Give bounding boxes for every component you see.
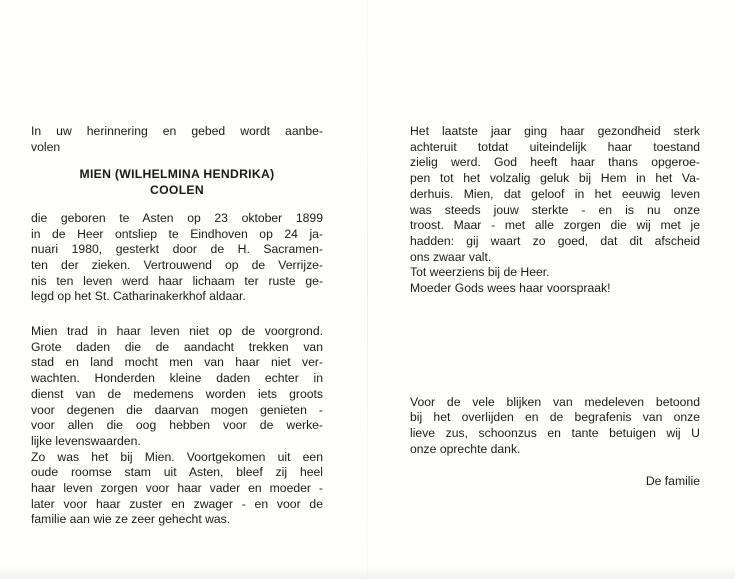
text-line: onze oprechte dank. — [410, 441, 521, 456]
text-line: Voor de vele blijken van medeleven betoond — [410, 394, 700, 409]
text-line: achteruit totdat uiteindelijk haar toestand — [410, 139, 700, 154]
text-line: lieve zus, schoonzus en tante betuigen wij U — [410, 426, 700, 441]
paragraph-birth-death — [31, 211, 323, 305]
text-line: later voor haar zuster en zwager - en voor de — [31, 496, 323, 511]
name-line: MIEN (WILHELMINA HENDRIKA) — [79, 167, 275, 182]
text-line: dienst van de medemens worden iets groots — [31, 386, 323, 401]
text-line: was steeds jouw sterkte - en is nu onze — [410, 202, 700, 217]
text-line: Het laatste jaar ging haar gezondheid sterk — [410, 124, 700, 138]
text-line: die geboren te Asten op 23 oktober 1899 — [31, 210, 323, 225]
text-line: in de Heer ontsliep te Eindhoven op 24 ja- — [31, 226, 323, 241]
deceased-name — [31, 167, 323, 198]
text-line: Tot weerziens bij de Heer. — [410, 265, 550, 280]
left-page — [31, 124, 323, 528]
right-page — [410, 124, 700, 489]
text-line: lijke levenswaarden. — [31, 433, 141, 448]
text-line: voor degenen die daarvan mogen genieten - — [31, 402, 323, 417]
page-edge-shadow — [0, 565, 735, 579]
text-line: wachten. Honderden kleine daden echter in — [31, 371, 323, 386]
intro-text — [31, 124, 323, 155]
surname-line: COOLEN — [150, 183, 204, 198]
text-line: voor allen die oog hebben voor de werke- — [31, 418, 323, 433]
text-line: troost. Maar - met alle zorgen die wij met je — [410, 218, 700, 233]
text-line: Zo was het bij Mien. Voortgekomen uit een — [31, 449, 323, 464]
text-line: legd op het St. Catharinakerkhof aldaar. — [31, 289, 246, 304]
text-line: In uw herinnering en gebed wordt aanbe- — [31, 124, 323, 138]
text-line: volen — [31, 139, 61, 154]
paragraph-thanks — [410, 395, 700, 458]
text-line: oude roomse stam uit Asten, bleef zij heel — [31, 465, 323, 480]
text-line: familie aan wie ze zeer gehecht was. — [31, 512, 231, 527]
text-line: nis ten leven werd haar lichaam ter ruste ge- — [31, 273, 323, 288]
signature: De familie — [645, 473, 700, 488]
text-line: nuari 1980, gesterkt door de H. Sacramen- — [31, 242, 323, 257]
paragraph-illness — [410, 124, 700, 297]
text-line: stad en land mocht men van haar niet ver- — [31, 355, 323, 370]
text-line: Mien trad in haar leven niet op de voorgrond. — [31, 324, 323, 339]
text-line: bij het overlijden en de begrafenis van onze — [410, 410, 700, 425]
text-line: Moeder Gods wees haar voorspraak! — [410, 281, 611, 296]
text-line: haar leven zorgen voor haar vader en moeder - — [31, 481, 323, 496]
center-fold — [367, 0, 368, 579]
text-line: pen tot het volzalig geluk bij Hem in het Va- — [410, 171, 700, 186]
text-line: ten der zieken. Vertrouwend op de Verrijze- — [31, 257, 323, 272]
text-line: derhuis. Mien, dat geloof in het eeuwig leven — [410, 186, 700, 201]
text-line: Grote daden die de aandacht trekken van — [31, 339, 323, 354]
paragraph-life — [31, 324, 323, 528]
text-line: zielig werd. God heeft haar thans opgeroe- — [410, 155, 700, 170]
text-line: ons zwaar valt. — [410, 249, 492, 264]
text-line: hadden: gij waart zo goed, dat dit afscheid — [410, 233, 700, 248]
